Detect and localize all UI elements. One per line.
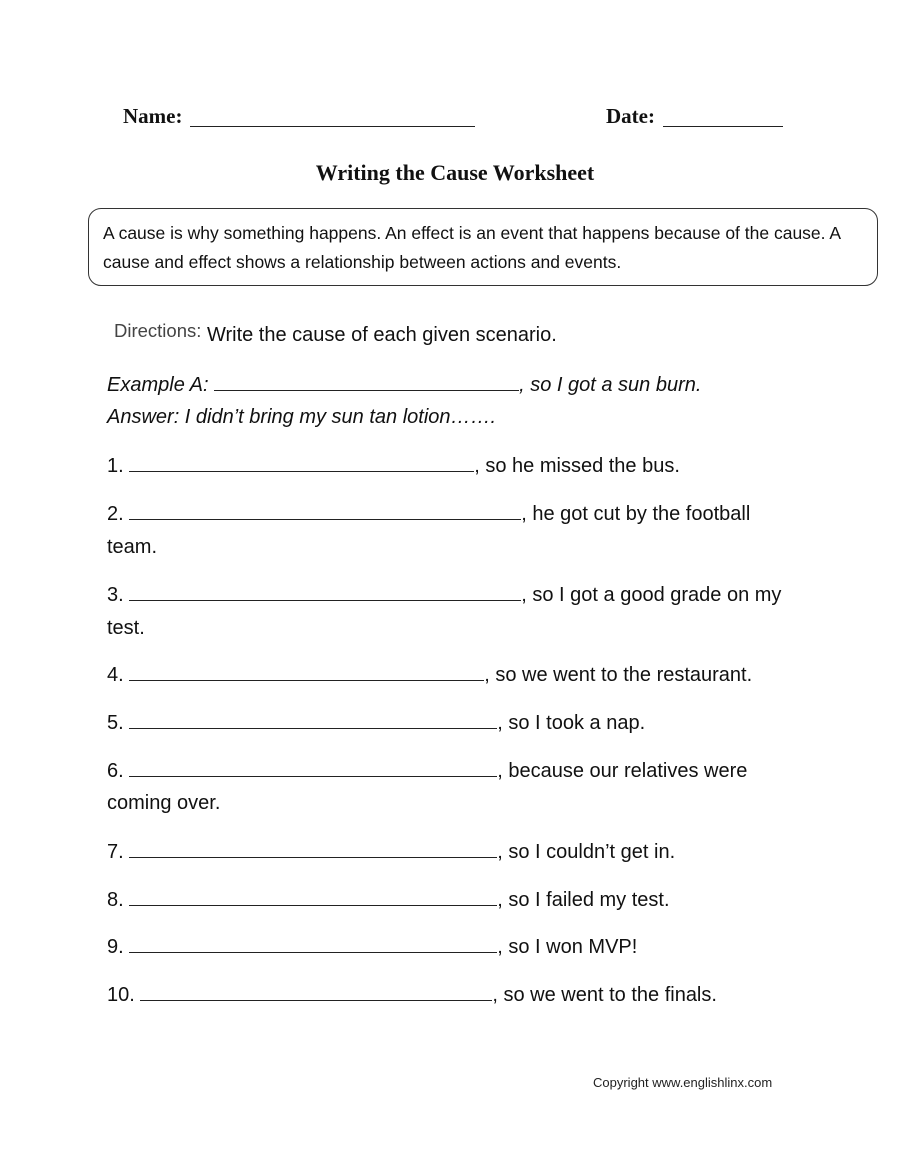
example-blank <box>214 372 519 391</box>
date-field[interactable] <box>663 126 783 127</box>
question-number: 5. <box>107 712 124 734</box>
question-number: 3. <box>107 584 124 606</box>
question-ending: , so we went to the finals. <box>492 984 717 1006</box>
directions-text: Write the cause of each given scenario. <box>206 324 557 346</box>
directions <box>114 320 557 347</box>
directions-label: Directions: <box>114 320 202 341</box>
question-ending: , so I got a good grade on my <box>521 584 782 606</box>
question-ending: , so I couldn’t get in. <box>497 841 676 863</box>
question-3 <box>107 582 781 607</box>
question-ending: , so I won MVP! <box>497 936 638 958</box>
answer-blank-8[interactable] <box>129 887 497 906</box>
answer-blank-7[interactable] <box>129 839 497 858</box>
copyright-notice: Copyright www.englishlinx.com <box>593 1075 773 1090</box>
question-4 <box>107 662 752 687</box>
question-number: 10. <box>107 984 135 1006</box>
answer-blank-1[interactable] <box>129 453 474 472</box>
question-6 <box>107 758 747 783</box>
question-number: 8. <box>107 889 124 911</box>
date-label: Date: <box>606 104 655 128</box>
question-number: 7. <box>107 841 124 863</box>
worksheet-title: Writing the Cause Worksheet <box>315 160 595 185</box>
question-number: 9. <box>107 936 124 958</box>
question-number: 1. <box>107 455 124 477</box>
question-3-continuation: test. <box>107 617 145 639</box>
question-ending: , so I failed my test. <box>497 889 670 911</box>
answer-blank-9[interactable] <box>129 934 497 953</box>
example-ending: , so I got a sun burn. <box>519 374 702 396</box>
answer-blank-6[interactable] <box>129 758 497 777</box>
question-10 <box>107 982 717 1007</box>
question-number: 6. <box>107 760 124 782</box>
answer-blank-2[interactable] <box>129 501 521 520</box>
question-ending: , so we went to the restaurant. <box>484 664 753 686</box>
answer-blank-4[interactable] <box>129 662 484 681</box>
question-number: 4. <box>107 664 124 686</box>
question-1 <box>107 453 680 478</box>
question-ending: , so he missed the bus. <box>474 455 680 477</box>
question-2 <box>107 501 750 526</box>
question-ending: , he got cut by the football <box>521 503 751 525</box>
question-6-continuation: coming over. <box>107 792 221 814</box>
example-label: Example A: <box>107 374 209 396</box>
question-7 <box>107 839 675 864</box>
answer-blank-5[interactable] <box>129 710 497 729</box>
question-2-continuation: team. <box>107 536 158 558</box>
question-5 <box>107 710 645 735</box>
definition-box <box>88 208 878 286</box>
name-label: Name: <box>123 104 183 128</box>
answer-blank-3[interactable] <box>129 582 521 601</box>
question-9 <box>107 934 637 959</box>
question-ending: , so I took a nap. <box>497 712 646 734</box>
definition-text: A cause is why something happens. An effect is an event that happens because of the cause. A cause and effect shows a relationship between actions and events. <box>103 223 841 272</box>
answer-blank-10[interactable] <box>140 982 492 1001</box>
example-line <box>107 372 701 397</box>
question-8 <box>107 887 670 912</box>
question-number: 2. <box>107 503 124 525</box>
example-answer: Answer: I didn’t bring my sun tan lotion……. <box>107 406 497 428</box>
question-ending: , because our relatives were <box>497 760 748 782</box>
name-field[interactable] <box>190 126 475 127</box>
